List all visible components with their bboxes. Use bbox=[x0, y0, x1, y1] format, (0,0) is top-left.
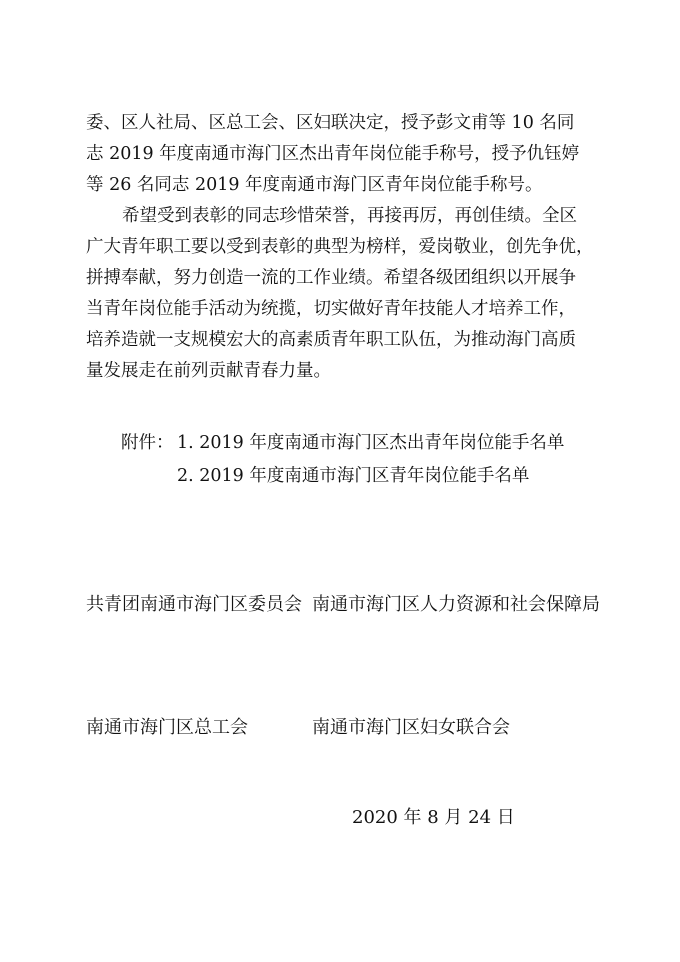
paragraph-hope bbox=[86, 201, 596, 387]
attachment-item: 2. 2019 年度南通市海门区青年岗位能手名单 bbox=[177, 466, 530, 486]
paragraph-line: 委、区人社局、区总工会、区妇联决定，授予彭文甫等 10 名同 bbox=[86, 113, 575, 133]
paragraph-line: 拼搏奉献，努力创造一流的工作业绩。希望各级团组织以开展争 bbox=[86, 268, 576, 288]
paragraph-line: 培养造就一支规模宏大的高素质青年职工队伍，为推动海门高质 bbox=[86, 330, 576, 350]
signatory-trade-union: 南通市海门区总工会 bbox=[86, 717, 248, 738]
paragraph-line: 志 2019 年度南通市海门区杰出青年岗位能手称号，授予仇钰婷 bbox=[86, 144, 580, 164]
paragraph-line: 广大青年职工要以受到表彰的典型为榜样，爱岗敬业，创先争优， bbox=[86, 237, 594, 257]
paragraph-line: 当青年岗位能手活动为统揽，切实做好青年技能人才培养工作， bbox=[86, 299, 576, 319]
paragraph-line: 量发展走在前列贡献青春力量。 bbox=[86, 361, 331, 381]
paragraph-line: 等 26 名同志 2019 年度南通市海门区青年岗位能手称号。 bbox=[86, 175, 543, 195]
paragraph-line: 希望受到表彰的同志珍惜荣誉，再接再厉，再创佳绩。全区 bbox=[122, 206, 577, 226]
document-date: 2020 年 8 月 24 日 bbox=[352, 807, 515, 828]
signatory-hr-bureau: 南通市海门区人力资源和社会保障局 bbox=[312, 594, 600, 615]
attachments-label: 附件： bbox=[121, 433, 174, 453]
signatory-youth-league: 共青团南通市海门区委员会 bbox=[86, 594, 302, 615]
paragraph-decision bbox=[86, 108, 596, 201]
signatory-womens-federation: 南通市海门区妇女联合会 bbox=[312, 717, 510, 738]
attachment-item: 1. 2019 年度南通市海门区杰出青年岗位能手名单 bbox=[177, 433, 565, 453]
